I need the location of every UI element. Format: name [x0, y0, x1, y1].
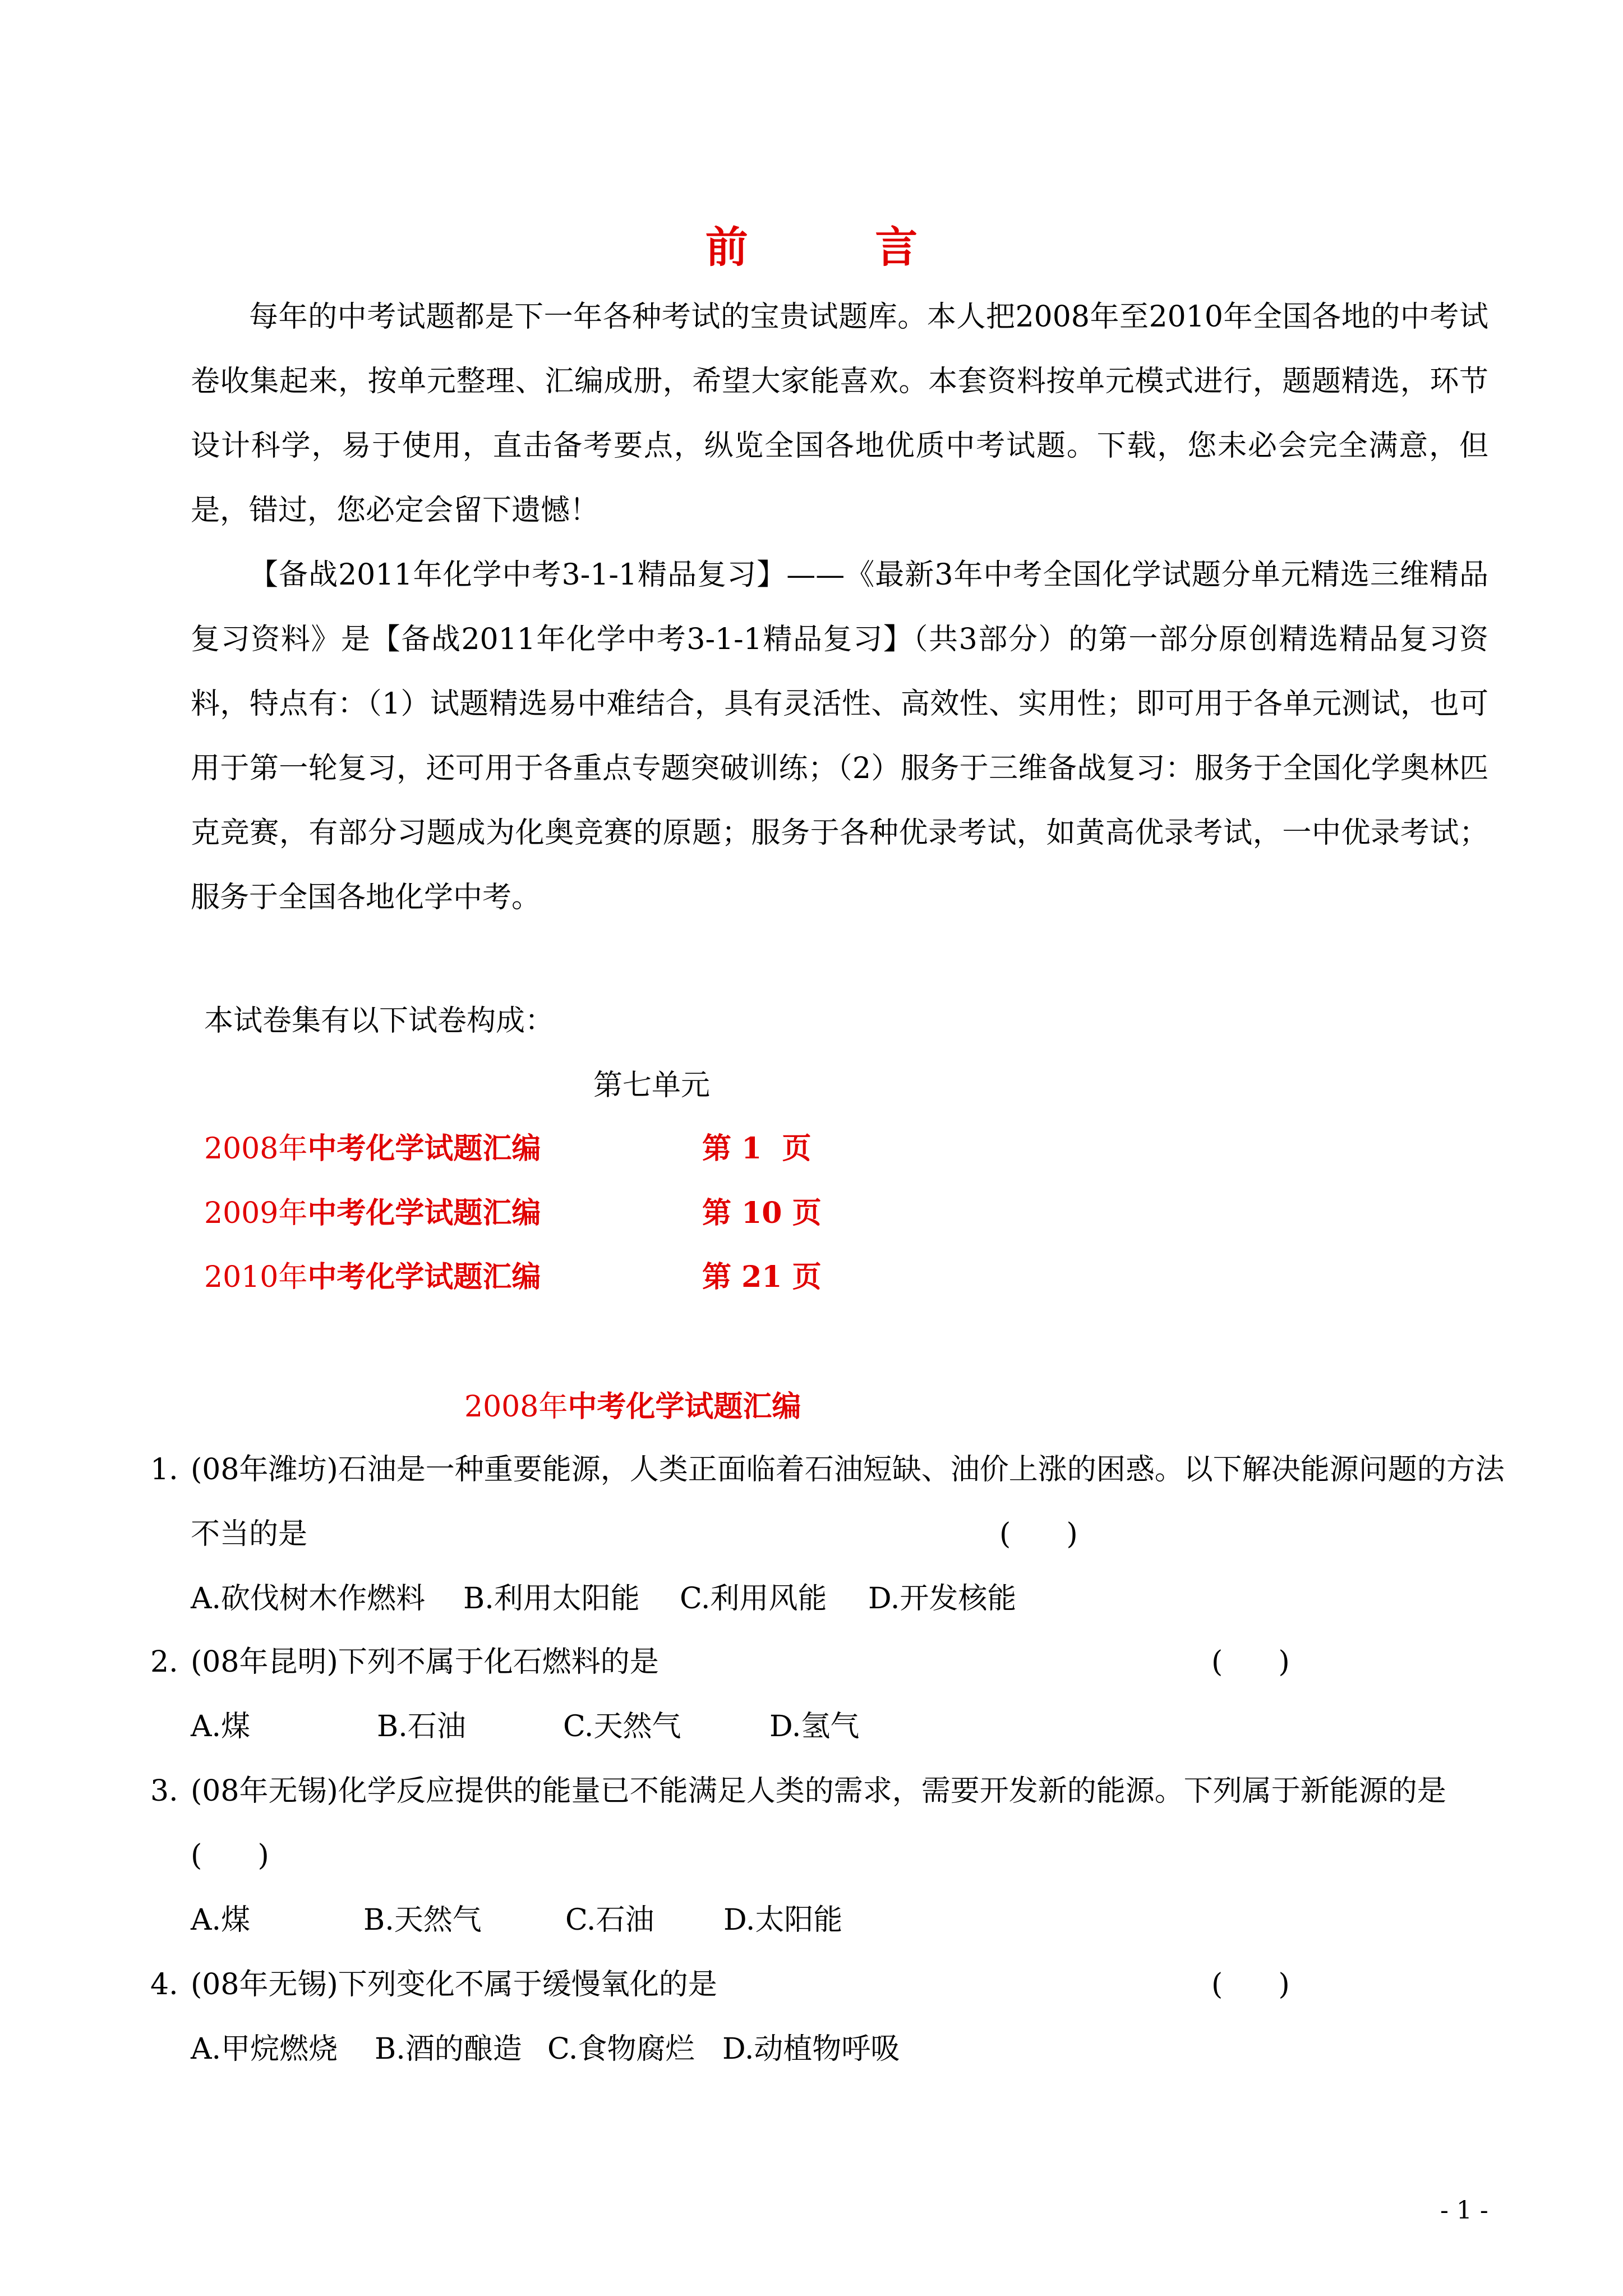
- question-1-stem: (08年潍坊)石油是一种重要能源，人类正面临着石油短缺、油价上涨的困惑。以下解决能源问题的方法: [191, 1453, 1505, 1487]
- question-3-option-a: A.煤: [191, 1903, 251, 1937]
- question-2-stem: (08年昆明)下列不属于化石燃料的是: [191, 1645, 659, 1679]
- toc-entry-year: 2008年: [204, 1132, 308, 1166]
- preface-paragraph-2: 【备战2011年化学中考3-1-1精品复习】——《最新3年中考全国化学试题分单元精选三维精品复习资料》是【备战2011年化学中考3-1-1精品复习】（共3部分）的第一部分原创精选精品复习资料，特点有：（1）试题精选易中难结合，具有灵活性、高效性、实用性；即可用于各单元测试，也可用于第一轮复习，还可用于各重点专题突破训练；（2）服务于三维备战复习：服务于全国化学奥林匹克竞赛，有部分习题成为化奥竞赛的原题；服务于各种优录考试，如黄高优录考试，一中优录考试；服务于全国各地化学中考。: [191, 558, 1488, 914]
- section-heading: [464, 1390, 801, 1424]
- toc-entry-2010-page: 第 21 页: [702, 1260, 822, 1294]
- toc-entry-2008-page: 第 1 页: [702, 1131, 811, 1166]
- question-4-stem: (08年无锡)下列变化不属于缓慢氧化的是: [191, 1968, 717, 2001]
- toc-entry-2009[interactable]: [204, 1197, 541, 1230]
- toc-entry-year: 2009年: [204, 1197, 308, 1230]
- question-4-option-a: A.甲烷燃烧: [191, 2032, 338, 2066]
- question-4-answer-blank[interactable]: ( ): [1211, 1968, 1290, 2001]
- question-4-option-d: D.动植物呼吸: [722, 2032, 900, 2066]
- preface-title: 前 言: [705, 222, 974, 272]
- preface-paragraph-1: 每年的中考试题都是下一年各种考试的宝贵试题库。本人把2008年至2010年全国各地的中考试卷收集起来，按单元整理、汇编成册，希望大家能喜欢。本套资料按单元模式进行，题题精选，环节设计科学，易于使用，直击备考要点，纵览全国各地优质中考试题。下载，您未必会完全满意，但是，错过，您必定会留下遗憾！: [191, 300, 1488, 527]
- question-1-option-c: C.利用风能: [680, 1582, 827, 1616]
- question-3-answer-blank[interactable]: ( ): [191, 1839, 269, 1872]
- toc-entry-name: 中考化学试题汇编: [307, 1131, 541, 1166]
- toc-unit: 第七单元: [593, 1069, 711, 1102]
- section-year: 2008年: [464, 1390, 568, 1424]
- question-3-option-c: C.石油: [565, 1903, 654, 1937]
- question-4-option-c: C.食物腐烂: [547, 2032, 695, 2066]
- toc-entry-name: 中考化学试题汇编: [307, 1260, 541, 1294]
- question-3-option-b: B.天然气: [363, 1903, 482, 1937]
- section-name: 中考化学试题汇编: [568, 1389, 801, 1424]
- question-3-stem: (08年无锡)化学反应提供的能量已不能满足人类的需求，需要开发新的能源。下列属于新能源的是: [191, 1774, 1446, 1808]
- question-3-number: 3.: [150, 1774, 178, 1808]
- question-1-option-d: D.开发核能: [868, 1582, 1017, 1616]
- question-1-option-a: A.砍伐树木作燃料: [191, 1582, 426, 1616]
- question-2-option-a: A.煤: [191, 1710, 251, 1743]
- question-1-option-b: B.利用太阳能: [463, 1582, 640, 1616]
- question-2-number: 2.: [150, 1645, 178, 1679]
- question-1-answer-blank[interactable]: ( ): [999, 1517, 1078, 1551]
- page-number: - 1 -: [1440, 2196, 1488, 2225]
- question-2-option-b: B.石油: [377, 1710, 466, 1743]
- question-1-stem-cont: 不当的是: [191, 1517, 308, 1551]
- toc-entry-name: 中考化学试题汇编: [307, 1196, 541, 1230]
- question-2-option-d: D.氢气: [769, 1710, 860, 1743]
- toc-entry-year: 2010年: [204, 1260, 308, 1294]
- question-4-number: 4.: [150, 1968, 178, 2001]
- question-2-answer-blank[interactable]: ( ): [1211, 1645, 1290, 1679]
- toc-entry-2009-page: 第 10 页: [702, 1196, 822, 1230]
- question-4-option-b: B.酒的酿造: [375, 2032, 522, 2066]
- toc-intro: 本试卷集有以下试卷构成：: [204, 1004, 555, 1038]
- question-2-option-c: C.天然气: [563, 1710, 681, 1743]
- toc-entry-2008[interactable]: [204, 1132, 541, 1166]
- question-1-number: 1.: [150, 1453, 178, 1487]
- toc-entry-2010[interactable]: [204, 1260, 541, 1294]
- question-3-option-d: D.太阳能: [723, 1903, 843, 1937]
